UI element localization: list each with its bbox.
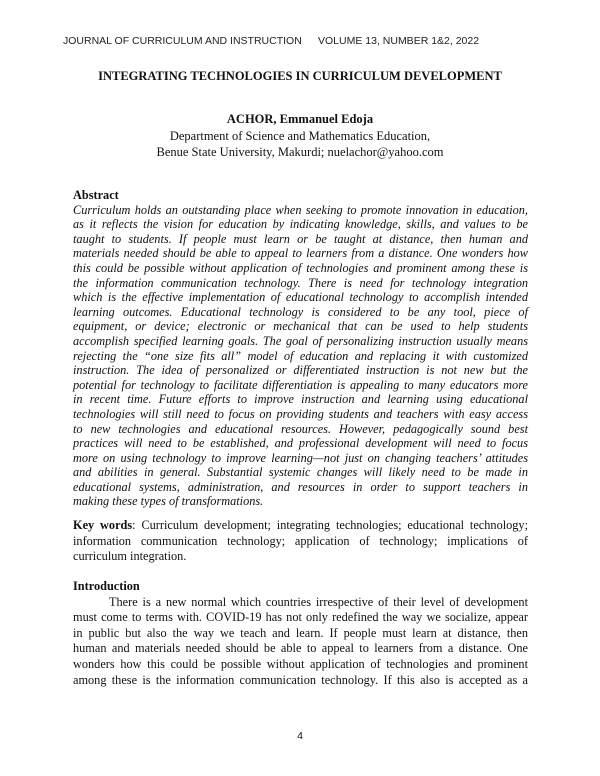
text-line: human and materials needed should be able to appeal to learners from a distance. One <box>73 641 528 656</box>
author-name: ACHOR, Emmanuel Edoja <box>226 112 374 126</box>
introduction-section <box>73 579 528 688</box>
author-department: Department of Science and Mathematics Education, <box>169 129 431 143</box>
text-line: must come to terms with. COVID-19 has not only redefined the way we socialize, appear <box>73 610 528 625</box>
keywords-line <box>73 518 528 534</box>
text-line: the information communication technology. There is need for technology integration <box>73 275 528 290</box>
paper-title: INTEGRATING TECHNOLOGIES IN CURRICULUM DEVELOPMENT <box>98 69 502 83</box>
text-line: wonders how this could be possible without application of technologies and prominent <box>73 656 528 671</box>
keywords-line: information communication technology; application of technology; implications of <box>73 533 528 548</box>
text-line: educational systems, administration, and resources in order to support teachers in <box>73 479 528 494</box>
keywords-section <box>73 518 528 565</box>
text-line: taught to students. If people must learn or be taught at distance, then human and <box>73 231 528 246</box>
author-affiliation: Benue State University, Makurdi; nuelachor@yahoo.com <box>156 145 444 159</box>
text-line: accomplish specified learning goals. The goal of personalizing instruction usually means <box>73 333 528 348</box>
text-line: more on using technology to improve learning—not just on changing teachers’ attitudes <box>73 450 528 465</box>
text-line: Curriculum holds an outstanding place when seeking to promote innovation in education, <box>73 202 528 217</box>
text-line: technologies will still need to focus on providing students and teachers with easy access <box>73 406 528 421</box>
text-line: rejecting the “one size fits all” model of education and replacing it with customized <box>73 348 528 363</box>
text-line: in recent time. Future efforts to improve instruction and learning using educational <box>73 392 528 407</box>
text-line: as it reflects the vision for education by indicating knowledge, skills, and values to be <box>73 217 528 232</box>
abstract-section <box>73 188 528 509</box>
volume-info: VOLUME 13, NUMBER 1&2, 2022 <box>318 35 480 47</box>
text-line: which is the effective implementation of educational technology to accomplish intended <box>73 290 528 305</box>
text-line: materials needed should be able to appeal to learners from a distance. One wonders how <box>73 246 528 261</box>
page-number: 4 <box>297 730 303 742</box>
text-line: potential for technology to facilitate differentiation is appealing to many educators more <box>73 377 528 392</box>
text-line: in public but also the way we teach and learn. If people must learn at distance, then <box>73 625 528 640</box>
text-line: There is a new normal which countries irrespective of their level of development <box>109 594 528 609</box>
text-line: practices will need to be established, and professional development will need to focus <box>73 436 528 451</box>
abstract-heading: Abstract <box>73 188 119 202</box>
text-line: among these is the information communication technology. If this also is accepted as a <box>73 672 528 687</box>
text-line: this could be possible without application of technologies and prominent among these is <box>73 260 528 275</box>
keywords-line: curriculum integration. <box>73 549 187 563</box>
journal-name: JOURNAL OF CURRICULUM AND INSTRUCTION <box>63 35 302 47</box>
keywords-text: : Curriculum development; integrating technologies; educational technology; <box>132 518 528 532</box>
introduction-heading: Introduction <box>73 579 140 593</box>
text-line: and abilities in general. Substantial systemic changes will likely need to be made in <box>73 465 528 480</box>
keywords-label: Key words <box>73 518 133 532</box>
text-line: to new technologies and educational resources. However, pedagogically sound best <box>73 421 528 436</box>
text-line: learning outcomes. Educational technology is considered to be any tool, piece of <box>73 304 528 319</box>
text-line: equipment, or device; electronic or mechanical that can be used to help students <box>73 319 528 334</box>
text-line: making these types of transformations. <box>73 494 264 509</box>
text-line: instruction. The idea of personalized or differentiated instruction is not new but the <box>73 363 528 378</box>
